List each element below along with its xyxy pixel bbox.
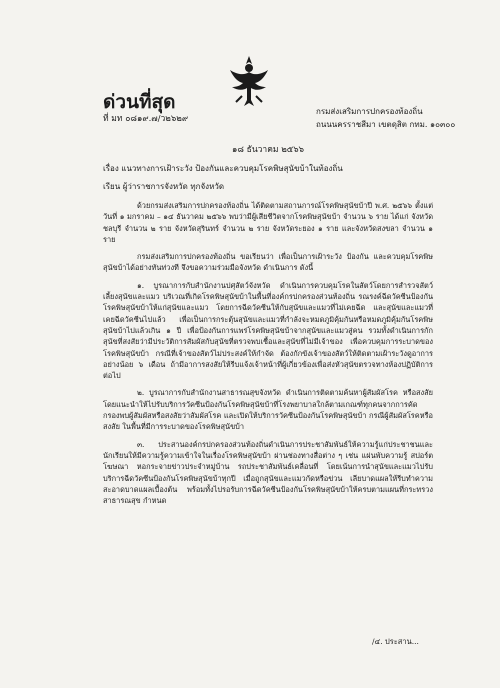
agency-address [316, 105, 455, 131]
urgent-label: ด่วนที่สุด [103, 91, 176, 113]
paragraph-intro: ด้วยกรมส่งเสริมการปกครองท้องถิ่น ได้ติดตามสถานการณ์โรคพิษสุนัขบ้าปี พ.ศ. ๒๕๖๖ ตั้งแต่วันที่ ๑ มกราคม – ๑๔ ธันวาคม ๒๕๖๖ พบว่ามีผู้เสียชีวิตจากโรคพิษสุนัขบ้า จำนวน ๖ ราย ได้แก่ จังหวัดชลบุรี จำนวน ๒ ราย จังหวัดสุรินทร์ จำนวน ๒ ราย จังหวัดระยอง ๑ ราย และจังหวัดสงขลา จำนวน ๑ ราย [103, 201, 433, 244]
garuda-emblem-icon [226, 52, 272, 112]
letter-body [103, 200, 433, 512]
document-number: ที่ มท ๐๘๑๙.๗/ว๒๖๒๙ [103, 114, 189, 124]
paragraph-item-2: ๒. บูรณาการกับสำนักงานสาธารณสุขจังหวัด ดำเนินการติดตามค้นหาผู้สัมผัสโรค หรือสงสัยโดยแนะนำให้ไปรับบริการวัคซีนป้องกันโรคพิษสุนัขบ้าที่โรงพยาบาลใกล้ตามเกณฑ์ทุกคนจากการคัดกรองพบผู้สัมผัสหรือสงสัยว่าสัมผัสโรค และเปิดให้บริการวัคซีนป้องกันโรคพิษสุนัขบ้า กรณีผู้สัมผัสโรคหรือสงสัย ในพื้นที่มีการระบาดของโรคพิษสุนัขบ้า [103, 388, 433, 432]
subject-line: เรื่อง แนวทางการเฝ้าระวัง ป้องกันและควบคุมโรคพิษสุนัขบ้าในท้องถิ่น [103, 164, 343, 173]
agency-name: กรมส่งเสริมการปกครองท้องถิ่น [316, 107, 423, 116]
recipient-line: เรียน ผู้ว่าราชการจังหวัด ทุกจังหวัด [103, 182, 225, 191]
paragraph-item-3: ๓. ประสานองค์กรปกครองส่วนท้องถิ่นดำเนินการประชาสัมพันธ์ให้ความรู้แก่ประชาชนและนักเรียนให้มีความรู้ความเข้าใจในเรื่องโรคพิษสุนัขบ้า ผ่านช่องทางสื่อต่าง ๆ เช่น แผ่นพับความรู้ สปอร์ตโฆษณา หอกระจายข่าวประจำหมู่บ้าน รถประชาสัมพันธ์เคลื่อนที่ โดยเน้นการนำสุนัขและแมวไปรับบริการฉีดวัคซีนป้องกันโรคพิษสุนัขบ้าทุกปี เมื่อถูกสุนัขและแมวกัดหรือข่วน เลียบาดแผลให้รีบทำความสะอาดบาดแผลเบื้องต้น พร้อมทั้งไปรอรับการฉีดวัคซีนป้องกันโรคพิษสุนัขบ้าให้ครบตามแผนที่กระทรวงสาธารณสุข กำหนด [103, 439, 433, 506]
paragraph-item-1: ๑. บูรณาการกับสำนักงานปศุสัตว์จังหวัด ดำเนินการควบคุมโรคในสัตว์โดยการสำรวจสัตว์เลี้ยงสุนัขและแมว บริเวณที่เกิดโรคพิษสุนัขบ้าในพื้นที่องค์กรปกครองส่วนท้องถิ่น รณรงค์ฉีดวัคซีนป้องกันโรคพิษสุนัขบ้าให้แก่สุนัขและแมว โดยการฉีดวัคซีนให้กับสุนัขและแมวที่ไม่เคยฉีด และสุนัขและแมวที่เคยฉีดวัคซีนไปแล้ว เพื่อเป็นการกระตุ้นสุนัขและแมวที่กำลังจะหมดภูมิคุ้มกันหรือหมดภูมิคุ้มกันโรคพิษสุนัขบ้าไปแล้วเกิน ๑ ปี เพื่อป้องกันการแพร่โรคพิษสุนัขบ้าจากสุนัขและแมวสู่คน รวมทั้งดำเนินการกักสุนัขที่สงสัยว่ามีประวัติการสัมผัสกับสุนัขที่ตรวจพบเชื้อและสุนัขที่ไม่มีเจ้าของ เพื่อควบคุมการระบาดของโรคพิษสุนัขบ้า กรณีที่เจ้าของสัตว์ไม่ประสงค์ให้กำจัด ต้องกักขังเจ้าของสัตว์ให้ติดตามเฝ้าระวังดูอาการ อย่างน้อย ๖ เดือน ถ้ามีอาการสงสัยให้รีบแจ้งเจ้าหน้าที่ผู้เกี่ยวข้องเพื่อส่งหัวสุนัขตรวจทางห้องปฏิบัติการต่อไป [103, 280, 433, 381]
continuation-note: /๔. ประสาน... [372, 637, 419, 646]
document-date: ๑๘ ธันวาคม ๒๕๖๖ [232, 145, 305, 155]
agency-street: ถนนนครราชสีมา เขตดุสิต กทม. ๑๐๓๐๐ [316, 120, 456, 129]
paragraph-request: กรมส่งเสริมการปกครองท้องถิ่น ขอเรียนว่า เพื่อเป็นการเฝ้าระวัง ป้องกัน และควบคุมโรคพิษสุนัขบ้าได้อย่างทันท่วงที จึงขอความร่วมมือจังหวัด ดำเนินการ ดังนี้ [103, 252, 433, 273]
